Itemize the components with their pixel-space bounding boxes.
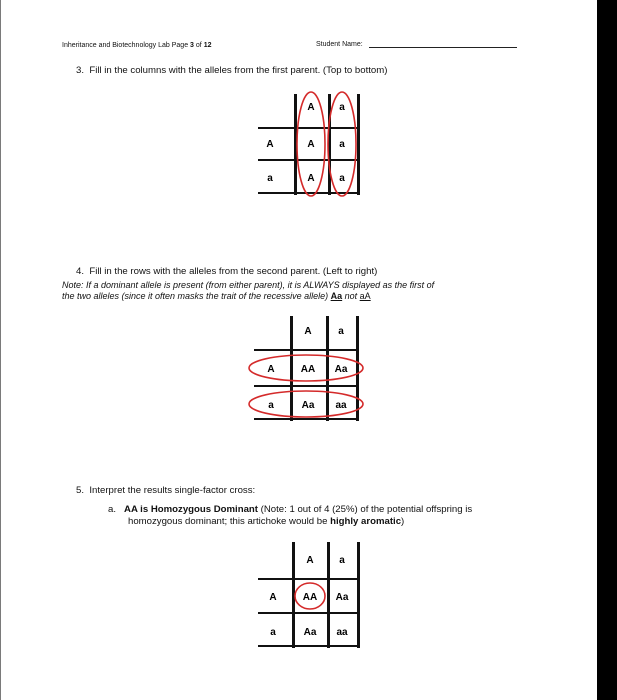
- grid-line-h2: [258, 159, 360, 161]
- cell-r1c1: AA: [302, 592, 318, 603]
- note-line-2: the two alleles (since it often masks the trait of the recessive allele) Aa not aA: [62, 291, 371, 301]
- grid-line-v2: [326, 316, 329, 421]
- question-5: 5. Interpret the results single-factor cross:: [76, 485, 256, 496]
- punnett-square-q5: [258, 542, 360, 648]
- row-header-2: a: [267, 173, 273, 184]
- grid-line-v3: [357, 542, 360, 648]
- grid-line-h1: [258, 578, 360, 580]
- col-header-1: A: [307, 102, 315, 113]
- col-header-2: a: [338, 326, 344, 337]
- question-3: 3. Fill in the columns with the alleles from the first parent. (Top to bottom): [76, 65, 388, 76]
- punnett-square-q4: [249, 316, 363, 421]
- cell-r1c2: Aa: [334, 364, 348, 375]
- question-5a: a. AA is Homozygous Dominant (Note: 1 out of 4 (25%) of the potential offspring is: [108, 504, 473, 515]
- question-4: 4. Fill in the rows with the alleles from the second parent. (Left to right): [76, 266, 378, 277]
- col-header-2: a: [339, 555, 345, 566]
- grid-line-h3: [258, 645, 360, 647]
- row-header-2: a: [268, 400, 274, 411]
- cell-r1c1: AA: [300, 364, 316, 375]
- cell-r2c1: Aa: [301, 400, 315, 411]
- question-5a-line2: homozygous dominant; this artichoke would be highly aromatic): [128, 516, 405, 527]
- note-line-1: Note: If a dominant allele is present (from either parent), it is ALWAYS displayed as the first of: [62, 280, 435, 290]
- cell-r2c1: A: [307, 173, 315, 184]
- row-header-1: A: [269, 592, 277, 603]
- col-header-1: A: [306, 555, 314, 566]
- row-header-2: a: [270, 627, 276, 638]
- col-header-2: a: [339, 102, 345, 113]
- punnett-square-q3: [258, 92, 360, 196]
- grid-line-v3: [356, 316, 359, 421]
- grid-line-v1: [290, 316, 293, 421]
- grid-line-h2: [258, 612, 360, 614]
- cell-r2c1: Aa: [303, 627, 317, 638]
- lab-page-header: Inheritance and Biotechnology Lab Page 3 of 12: [62, 42, 212, 49]
- col-header-1: A: [304, 326, 312, 337]
- row-header-1: A: [266, 139, 274, 150]
- grid-line-h1: [258, 127, 360, 129]
- cell-r2c2: aa: [336, 627, 348, 638]
- cell-r2c2: aa: [335, 400, 347, 411]
- grid-line-h2: [254, 385, 359, 387]
- cell-r1c1: A: [307, 139, 315, 150]
- student-name-label: Student Name:: [316, 41, 363, 48]
- row-header-1: A: [267, 364, 275, 375]
- cell-r1c2: a: [339, 139, 345, 150]
- cell-r1c2: Aa: [335, 592, 349, 603]
- grid-line-v2: [327, 542, 330, 648]
- grid-line-h1: [254, 349, 359, 351]
- cell-r2c2: a: [339, 173, 345, 184]
- grid-line-h3: [258, 192, 360, 194]
- grid-line-h3: [254, 418, 359, 420]
- grid-line-v3: [357, 94, 360, 195]
